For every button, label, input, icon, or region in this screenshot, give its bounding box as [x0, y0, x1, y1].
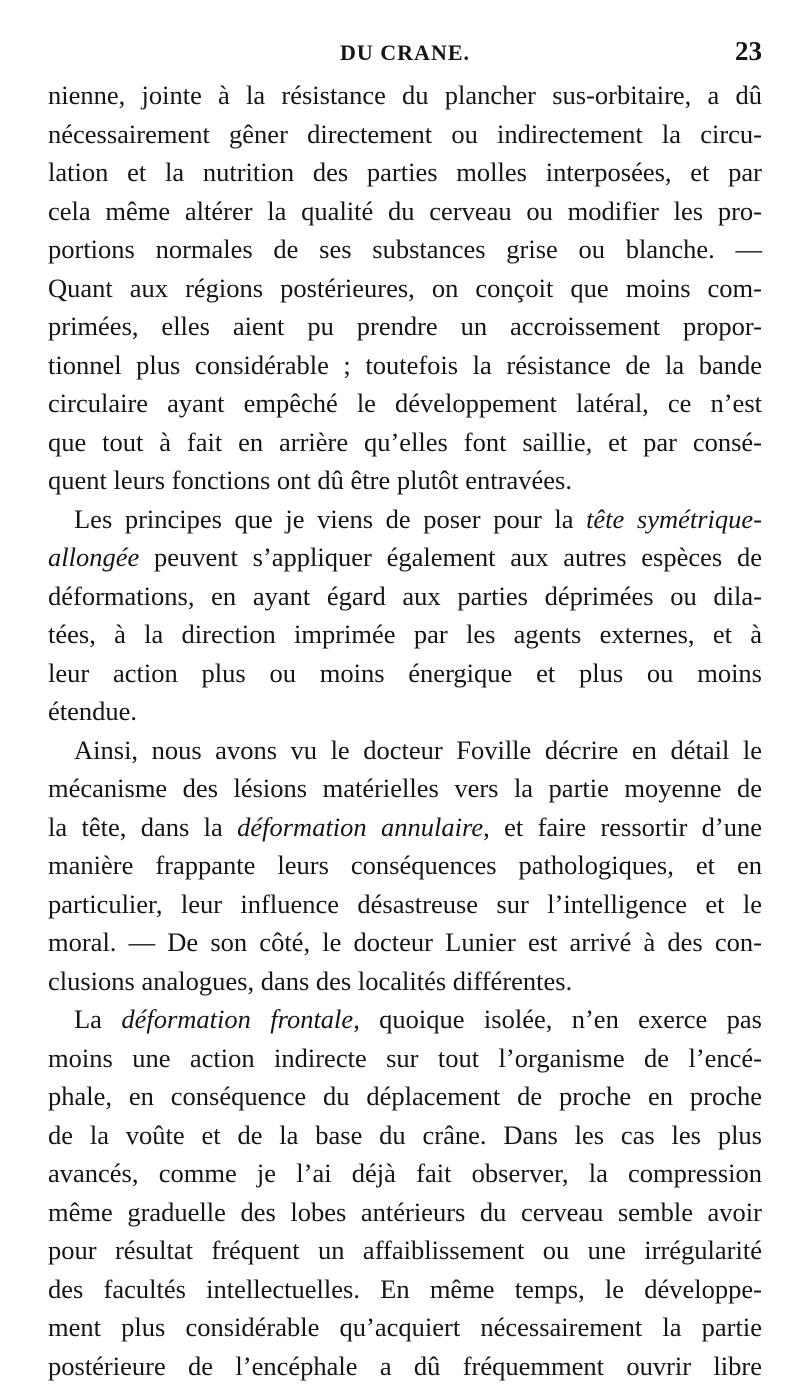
text-segment: peuvent s’appliquer également aux autres espèces de [139, 542, 762, 572]
text-line [48, 1154, 762, 1193]
text-segment: circulaire ayant empêché le développement latéral, ce n’est [48, 388, 762, 418]
text-segment: même graduelle des lobes antérieurs du cerveau semble avoir [48, 1197, 762, 1227]
text-segment: avancés, comme je l’ai déjà fait observer, la compression [48, 1158, 762, 1188]
text-segment: déformations, en ayant égard aux parties déprimées ou dila- [48, 581, 762, 611]
text-segment: moins une action indirecte sur tout l’organisme de l’encé- [48, 1043, 762, 1073]
italic-text: déformation annulaire [237, 812, 483, 842]
text-line [48, 885, 762, 924]
text-line [48, 692, 762, 731]
body-text [48, 76, 762, 1385]
text-segment: Ainsi, nous avons vu le docteur Foville décrire en détail le [74, 735, 762, 765]
page-number: 23 [735, 36, 762, 67]
text-line [48, 654, 762, 693]
text-line [48, 423, 762, 462]
text-line [48, 115, 762, 154]
text-segment: nécessairement gêner directement ou indirectement la circu- [48, 119, 762, 149]
text-segment: manière frappante leurs conséquences pathologiques, et en [48, 850, 762, 880]
text-segment: cela même altérer la qualité du cerveau ou modifier les pro- [48, 196, 762, 226]
text-segment: des facultés intellectuelles. En même temps, le développe- [48, 1274, 762, 1304]
text-segment: lation et la nutrition des parties molles interposées, et par [48, 157, 762, 187]
text-segment: nienne, jointe à la résistance du plancher sus-orbitaire, a dû [48, 80, 762, 110]
text-segment: pour résultat fréquent un affaiblissement ou une irrégularité [48, 1235, 762, 1265]
text-line [48, 461, 762, 500]
text-line [48, 577, 762, 616]
text-line [48, 269, 762, 308]
text-segment: moral. — De son côté, le docteur Lunier est arrivé à des con- [48, 927, 762, 957]
text-line [48, 384, 762, 423]
text-segment: leur action plus ou moins énergique et plus ou moins [48, 658, 762, 688]
text-line [48, 962, 762, 1001]
text-line [48, 1116, 762, 1155]
text-segment: étendue. [48, 696, 137, 726]
text-line [48, 1231, 762, 1270]
text-line [48, 1193, 762, 1232]
text-line [48, 923, 762, 962]
text-line [48, 153, 762, 192]
text-segment: clusions analogues, dans des localités différentes. [48, 966, 572, 996]
text-line [48, 846, 762, 885]
text-segment: que tout à fait en arrière qu’elles font saillie, et par consé- [48, 427, 762, 457]
text-segment: la tête, dans la [48, 812, 237, 842]
text-segment: primées, elles aient pu prendre un accroissement propor- [48, 311, 762, 341]
text-segment: phale, en conséquence du déplacement de proche en proche [48, 1081, 762, 1111]
text-line [48, 307, 762, 346]
text-segment: de la voûte et de la base du crâne. Dans les cas les plus [48, 1120, 762, 1150]
text-segment: postérieure de l’encéphale a dû fréquemment ouvrir libre [48, 1351, 762, 1381]
text-segment: La [74, 1004, 121, 1034]
text-line [48, 230, 762, 269]
text-line [48, 1270, 762, 1309]
text-line [48, 500, 762, 539]
italic-text: allongée [48, 542, 139, 572]
text-segment: quent leurs fonctions ont dû être plutôt entravées. [48, 465, 572, 495]
text-segment: tionnel plus considérable ; toutefois la résistance de la bande [48, 350, 762, 380]
text-line [48, 615, 762, 654]
text-line [48, 769, 762, 808]
text-segment: Les principes que je viens de poser pour la [74, 504, 586, 534]
running-title: DU CRANE. [48, 40, 762, 66]
text-segment: Quant aux régions postérieures, on conçoit que moins com- [48, 273, 762, 303]
text-segment: portions normales de ses substances grise ou blanche. — [48, 234, 762, 264]
text-line [48, 1000, 762, 1039]
text-segment: , et faire ressortir d’une [483, 812, 762, 842]
text-line [48, 731, 762, 770]
text-line [48, 1077, 762, 1116]
text-segment: mécanisme des lésions matérielles vers la partie moyenne de [48, 773, 762, 803]
text-line [48, 346, 762, 385]
text-line [48, 1039, 762, 1078]
text-line [48, 192, 762, 231]
page-header [48, 40, 762, 76]
text-line [48, 1308, 762, 1347]
text-segment: , quoique isolée, n’en exerce pas [353, 1004, 762, 1034]
italic-text: tête symétrique- [586, 504, 762, 534]
text-segment: tées, à la direction imprimée par les agents externes, et à [48, 619, 762, 649]
text-line [48, 76, 762, 115]
text-line [48, 808, 762, 847]
italic-text: déformation frontale [121, 1004, 353, 1034]
text-line [48, 1347, 762, 1385]
text-segment: ment plus considérable qu’acquiert nécessairement la partie [48, 1312, 762, 1342]
text-line [48, 538, 762, 577]
text-segment: particulier, leur influence désastreuse sur l’intelligence et le [48, 889, 762, 919]
